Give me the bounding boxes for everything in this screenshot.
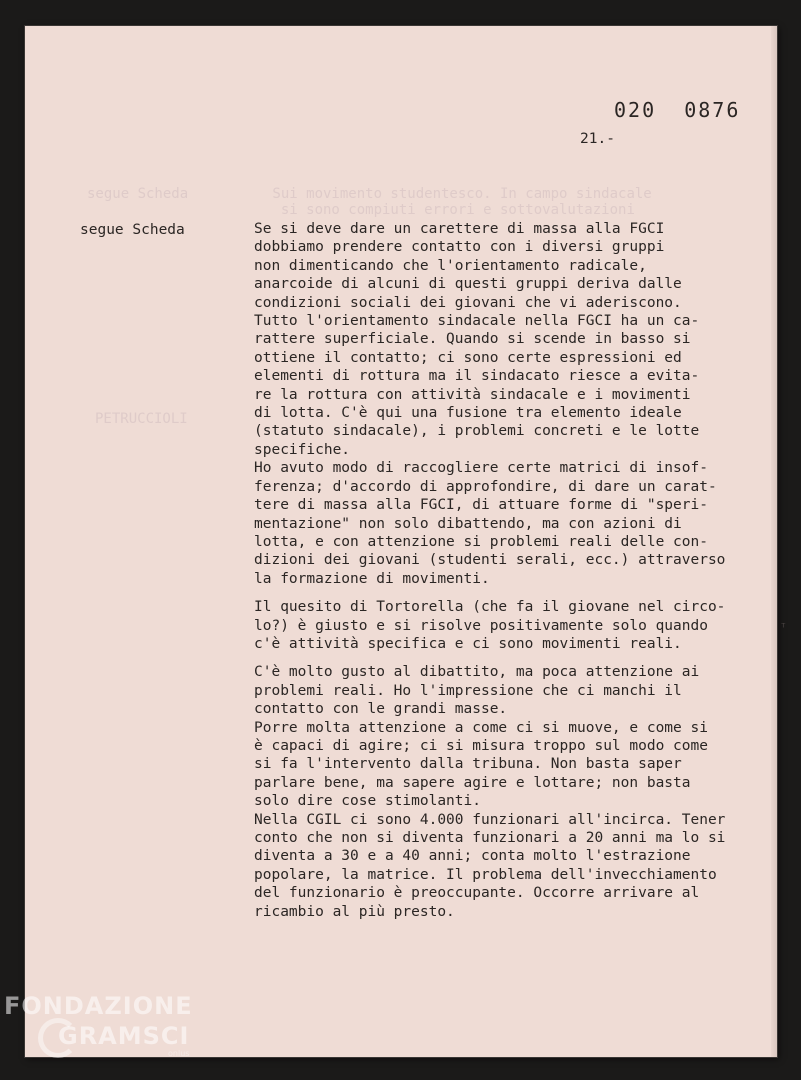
text-line: ricambio al più presto.: [254, 903, 455, 920]
text-line: Porre molta attenzione a come ci si muove, e come si: [254, 719, 708, 736]
section-label: segue Scheda: [80, 222, 185, 238]
text-line: Nella CGIL ci sono 4.000 funzionari all'incirca. Tener: [254, 811, 726, 828]
text-line: c'è attività specifica e ci sono movimenti reali.: [254, 635, 682, 652]
text-line: problemi reali. Ho l'impressione che ci manchi il: [254, 682, 682, 699]
archive-number: 020 0876: [614, 98, 741, 122]
watermark-line1: FONDAZIONE: [4, 992, 193, 1020]
text-line: si fa l'intervento dalla tribuna. Non basta saper: [254, 756, 682, 773]
typed-body-text: [254, 220, 774, 921]
text-line: ottiene il contatto; ci sono certe espressioni ed: [254, 349, 682, 366]
text-line: contatto con le grandi masse.: [254, 701, 508, 718]
text-line: Il quesito di Tortorella (che fa il giovane nel circo-: [254, 599, 726, 616]
bleed-through-text: PETRUCCIOLI: [95, 411, 188, 427]
stray-ink-mark: ᵀ: [780, 621, 787, 634]
watermark-line3: onlus: [168, 1049, 190, 1058]
text-line: C'è molto gusto al dibattito, ma poca attenzione ai: [254, 664, 700, 681]
text-line: la formazione di movimenti.: [254, 570, 490, 587]
text-line: dizioni dei giovani (studenti serali, ecc.) attraverso: [254, 552, 726, 569]
text-line: del funzionario è preoccupante. Occorre arrivare al: [254, 885, 700, 902]
bleed-through-text: segue Scheda Sui movimento studentesco. In campo sindacale si sono compiuti errori e sottovalutazioni: [87, 186, 652, 218]
text-line: Tutto l'orientamento sindacale nella FGCI ha un ca-: [254, 313, 700, 330]
text-line: parlare bene, ma sapere agire e lottare; non basta: [254, 774, 691, 791]
text-line: mentazione" non solo dibattendo, ma con azioni di: [254, 515, 682, 532]
text-line: è capaci di agire; ci si misura troppo sul modo come: [254, 737, 708, 754]
text-line: conto che non si diventa funzionari a 20 anni ma lo si: [254, 830, 726, 846]
text-line: solo dire cose stimolanti.: [254, 793, 481, 810]
text-line: Se si deve dare un carettere di massa alla FGCI: [254, 221, 665, 237]
text-line: specifiche.: [254, 441, 351, 458]
text-line: non dimenticando che l'orientamento radicale,: [254, 257, 647, 274]
text-line: diventa a 30 e a 40 anni; conta molto l'estrazione: [254, 848, 691, 865]
text-line: popolare, la matrice. Il problema dell'invecchiamento: [254, 866, 717, 883]
paragraph: [254, 663, 774, 921]
text-line: lo?) è giusto e si risolve positivamente solo quando: [254, 617, 708, 634]
page-number: 21.-: [580, 131, 615, 147]
text-line: re la rottura con attività sindacale e i movimenti: [254, 386, 691, 403]
document-page: [25, 26, 787, 1057]
text-line: (statuto sindacale), i problemi concreti e le lotte: [254, 423, 700, 440]
text-line: tere di massa alla FGCI, di attuare forme di "speri-: [254, 497, 708, 514]
text-line: dobbiamo prendere contatto con i diversi gruppi: [254, 239, 665, 256]
text-line: anarcoide di alcuni di questi gruppi deriva dalle: [254, 276, 682, 293]
watermark-line2: GRAMSCI: [58, 1022, 190, 1050]
fondazione-gramsci-watermark: [4, 992, 214, 1078]
text-line: lotta, e con attenzione si problemi reali delle con-: [254, 533, 708, 550]
text-line: Ho avuto modo di raccogliere certe matrici di insof-: [254, 460, 708, 477]
paragraph: [254, 598, 774, 653]
text-line: ferenza; d'accordo di approfondire, di dare un carat-: [254, 478, 717, 495]
text-line: rattere superficiale. Quando si scende in basso si: [254, 331, 691, 348]
text-line: elementi di rottura ma il sindacato riesce a evita-: [254, 368, 700, 385]
text-line: condizioni sociali dei giovani che vi aderiscono.: [254, 294, 682, 311]
text-line: di lotta. C'è qui una fusione tra elemento ideale: [254, 405, 682, 422]
paragraph: [254, 220, 774, 588]
